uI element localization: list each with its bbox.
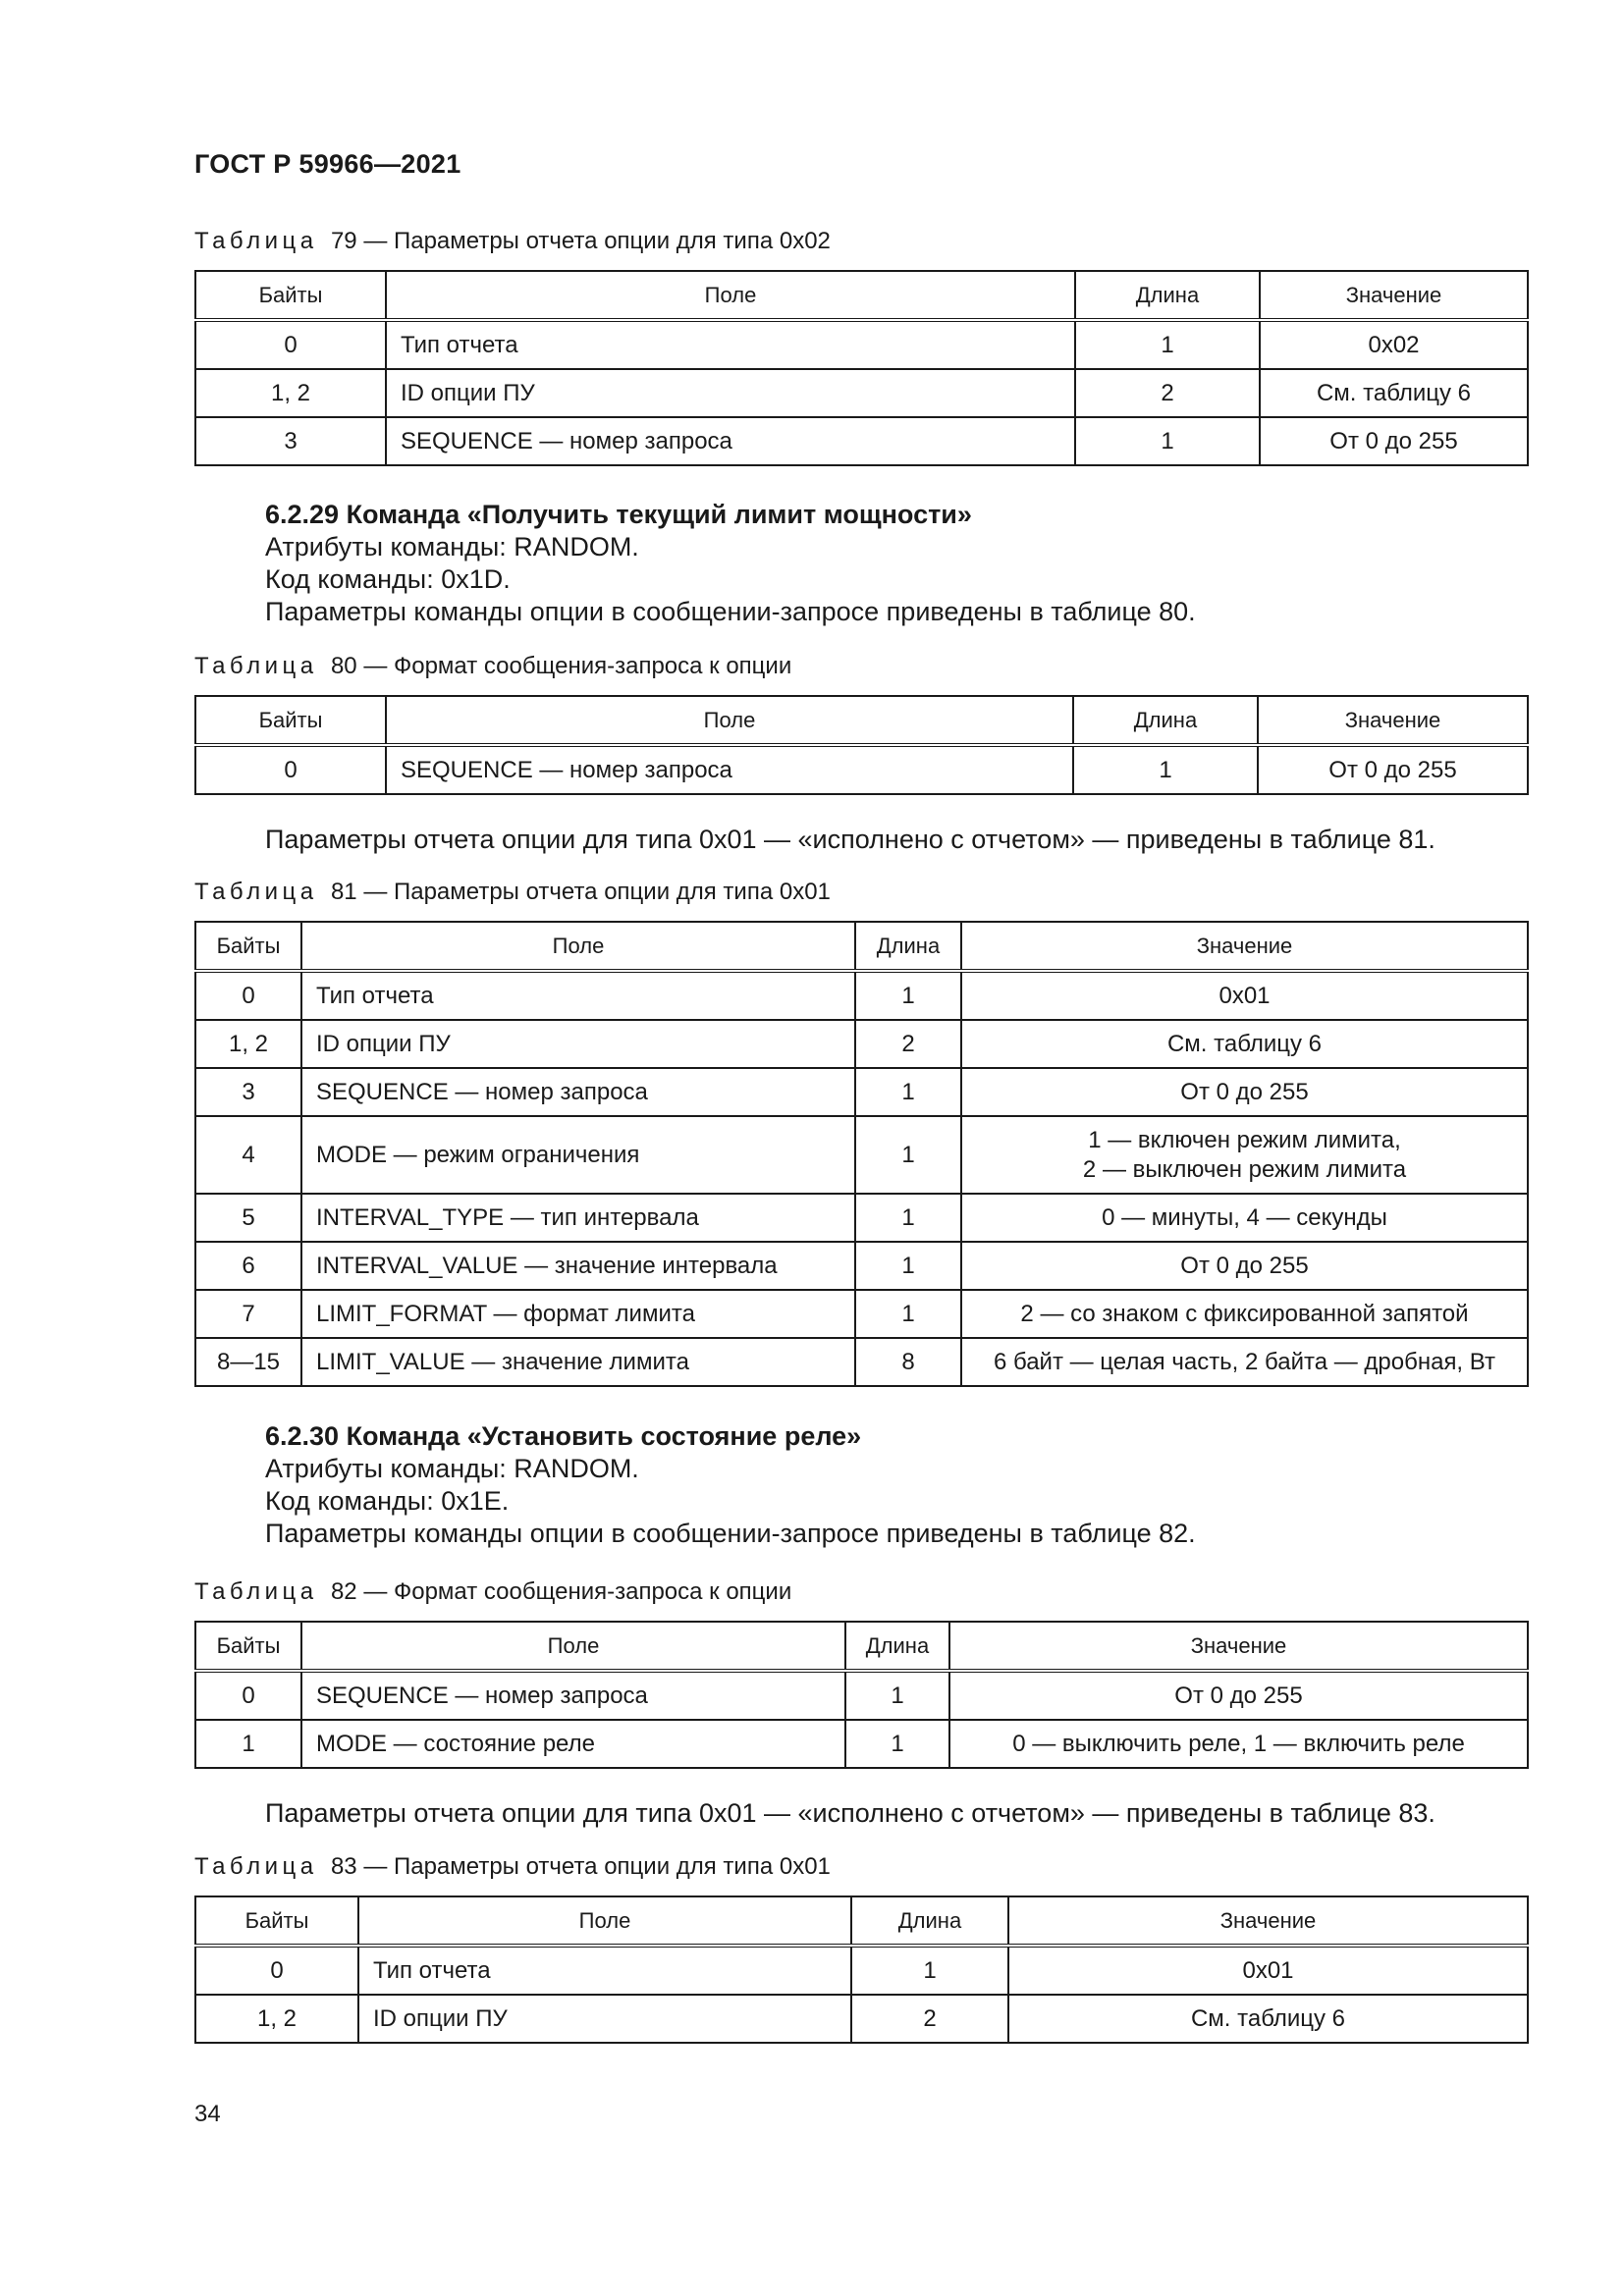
col-header-length: Длина bbox=[1073, 696, 1258, 745]
cell-bytes: 1 bbox=[195, 1720, 301, 1768]
cell-length: 2 bbox=[1075, 369, 1260, 417]
cell-field: Тип отчета bbox=[386, 320, 1075, 369]
table-row bbox=[195, 1290, 1528, 1338]
command-attributes: Атрибуты команды: RANDOM. bbox=[265, 1454, 639, 1483]
section-6-2-30 bbox=[265, 1420, 1196, 1550]
cell-length: 1 bbox=[845, 1720, 949, 1768]
table-row bbox=[195, 320, 1528, 369]
table-header-row bbox=[195, 1896, 1528, 1946]
cell-length: 1 bbox=[855, 1290, 961, 1338]
cell-value: См. таблицу 6 bbox=[1260, 369, 1528, 417]
table-80-caption-text: 80 — Формат сообщения-запроса к опции bbox=[330, 653, 792, 679]
section-heading: 6.2.29 Команда «Получить текущий лимит мощности» bbox=[265, 500, 972, 529]
col-header-value: Значение bbox=[1258, 696, 1528, 745]
table-80-caption bbox=[194, 653, 791, 680]
cell-field: LIMIT_FORMAT — формат лимита bbox=[301, 1290, 855, 1338]
cell-value: См. таблицу 6 bbox=[961, 1020, 1528, 1068]
cell-value: 6 байт — целая часть, 2 байта — дробная, Вт bbox=[961, 1338, 1528, 1386]
table-83-caption-text: 83 — Параметры отчета опции для типа 0x01 bbox=[330, 1853, 831, 1880]
cell-length: 1 bbox=[1075, 320, 1260, 369]
cell-field: INTERVAL_VALUE — значение интервала bbox=[301, 1242, 855, 1290]
cell-bytes: 1, 2 bbox=[195, 369, 386, 417]
table-row bbox=[195, 417, 1528, 465]
cell-bytes: 8—15 bbox=[195, 1338, 301, 1386]
cell-length: 1 bbox=[845, 1671, 949, 1720]
cell-field: MODE — состояние реле bbox=[301, 1720, 845, 1768]
table-82-caption-label: Таблица bbox=[194, 1578, 318, 1605]
col-header-length: Длина bbox=[1075, 271, 1260, 320]
cell-length: 1 bbox=[855, 1194, 961, 1242]
cell-length: 1 bbox=[851, 1946, 1008, 1995]
col-header-value: Значение bbox=[949, 1622, 1528, 1671]
table-80-caption-label: Таблица bbox=[194, 653, 318, 679]
cell-field: ID опции ПУ bbox=[358, 1995, 851, 2043]
table-row bbox=[195, 1020, 1528, 1068]
params-note: Параметры команды опции в сообщении-запросе приведены в таблице 80. bbox=[265, 597, 1196, 626]
report-note-81: Параметры отчета опции для типа 0x01 — «исполнено с отчетом» — приведены в таблице 81. bbox=[265, 825, 1435, 854]
cell-field: MODE — режим ограничения bbox=[301, 1116, 855, 1194]
col-header-field: Поле bbox=[358, 1896, 851, 1946]
table-79 bbox=[194, 270, 1529, 466]
col-header-value: Значение bbox=[1260, 271, 1528, 320]
col-header-bytes: Байты bbox=[195, 696, 386, 745]
params-note: Параметры команды опции в сообщении-запросе приведены в таблице 82. bbox=[265, 1519, 1196, 1548]
table-header-row bbox=[195, 922, 1528, 971]
cell-field: Тип отчета bbox=[301, 971, 855, 1020]
table-header-row bbox=[195, 1622, 1528, 1671]
table-row bbox=[195, 745, 1528, 794]
table-79-caption-label: Таблица bbox=[194, 228, 318, 254]
cell-bytes: 0 bbox=[195, 745, 386, 794]
table-row bbox=[195, 971, 1528, 1020]
cell-bytes: 0 bbox=[195, 1671, 301, 1720]
cell-value: От 0 до 255 bbox=[1258, 745, 1528, 794]
cell-value: 2 — со знаком с фиксированной запятой bbox=[961, 1290, 1528, 1338]
table-82 bbox=[194, 1621, 1529, 1769]
cell-length: 8 bbox=[855, 1338, 961, 1386]
cell-bytes: 0 bbox=[195, 320, 386, 369]
cell-bytes: 5 bbox=[195, 1194, 301, 1242]
report-note-83: Параметры отчета опции для типа 0x01 — «исполнено с отчетом» — приведены в таблице 83. bbox=[265, 1798, 1435, 1828]
table-83 bbox=[194, 1896, 1529, 2044]
table-82-caption-text: 82 — Формат сообщения-запроса к опции bbox=[330, 1578, 792, 1605]
cell-value: 0x01 bbox=[1008, 1946, 1528, 1995]
cell-bytes: 7 bbox=[195, 1290, 301, 1338]
table-row bbox=[195, 1671, 1528, 1720]
cell-field: Тип отчета bbox=[358, 1946, 851, 1995]
cell-value: От 0 до 255 bbox=[949, 1671, 1528, 1720]
table-row bbox=[195, 369, 1528, 417]
col-header-field: Поле bbox=[386, 271, 1075, 320]
command-attributes: Атрибуты команды: RANDOM. bbox=[265, 532, 639, 561]
cell-value: 0x01 bbox=[961, 971, 1528, 1020]
cell-value: См. таблицу 6 bbox=[1008, 1995, 1528, 2043]
table-81 bbox=[194, 921, 1529, 1387]
table-row bbox=[195, 1068, 1528, 1116]
cell-value: 1 — включен режим лимита, 2 — выключен режим лимита bbox=[961, 1116, 1528, 1194]
table-83-caption bbox=[194, 1853, 831, 1881]
cell-field: ID опции ПУ bbox=[301, 1020, 855, 1068]
table-header-row bbox=[195, 696, 1528, 745]
cell-value: От 0 до 255 bbox=[1260, 417, 1528, 465]
cell-field: SEQUENCE — номер запроса bbox=[301, 1671, 845, 1720]
cell-length: 1 bbox=[1073, 745, 1258, 794]
table-83-caption-label: Таблица bbox=[194, 1853, 318, 1880]
col-header-field: Поле bbox=[301, 1622, 845, 1671]
cell-bytes: 0 bbox=[195, 971, 301, 1020]
cell-value: 0x02 bbox=[1260, 320, 1528, 369]
table-81-caption-label: Таблица bbox=[194, 879, 318, 905]
table-header-row bbox=[195, 271, 1528, 320]
cell-field: SEQUENCE — номер запроса bbox=[301, 1068, 855, 1116]
page-number: 34 bbox=[194, 2101, 221, 2127]
table-row bbox=[195, 1720, 1528, 1768]
col-header-bytes: Байты bbox=[195, 1622, 301, 1671]
section-6-2-29 bbox=[265, 499, 1196, 628]
table-81-caption-text: 81 — Параметры отчета опции для типа 0x01 bbox=[330, 879, 831, 905]
col-header-length: Длина bbox=[845, 1622, 949, 1671]
cell-field: SEQUENCE — номер запроса bbox=[386, 745, 1073, 794]
table-row bbox=[195, 1194, 1528, 1242]
table-row bbox=[195, 1338, 1528, 1386]
table-82-caption bbox=[194, 1578, 791, 1606]
col-header-value: Значение bbox=[961, 922, 1528, 971]
col-header-length: Длина bbox=[855, 922, 961, 971]
cell-bytes: 1, 2 bbox=[195, 1995, 358, 2043]
cell-value: 0 — минуты, 4 — секунды bbox=[961, 1194, 1528, 1242]
cell-value: 0 — выключить реле, 1 — включить реле bbox=[949, 1720, 1528, 1768]
cell-length: 1 bbox=[1075, 417, 1260, 465]
section-heading: 6.2.30 Команда «Установить состояние реле» bbox=[265, 1421, 862, 1451]
col-header-bytes: Байты bbox=[195, 271, 386, 320]
cell-bytes: 6 bbox=[195, 1242, 301, 1290]
cell-bytes: 4 bbox=[195, 1116, 301, 1194]
cell-length: 2 bbox=[855, 1020, 961, 1068]
table-row bbox=[195, 1946, 1528, 1995]
cell-value: От 0 до 255 bbox=[961, 1242, 1528, 1290]
cell-bytes: 3 bbox=[195, 1068, 301, 1116]
col-header-value: Значение bbox=[1008, 1896, 1528, 1946]
col-header-bytes: Байты bbox=[195, 922, 301, 971]
col-header-field: Поле bbox=[386, 696, 1073, 745]
col-header-bytes: Байты bbox=[195, 1896, 358, 1946]
cell-field: ID опции ПУ bbox=[386, 369, 1075, 417]
command-code: Код команды: 0x1D. bbox=[265, 564, 511, 594]
cell-bytes: 3 bbox=[195, 417, 386, 465]
table-81-caption bbox=[194, 879, 831, 906]
cell-bytes: 1, 2 bbox=[195, 1020, 301, 1068]
cell-bytes: 0 bbox=[195, 1946, 358, 1995]
cell-value: От 0 до 255 bbox=[961, 1068, 1528, 1116]
cell-length: 1 bbox=[855, 1242, 961, 1290]
cell-length: 1 bbox=[855, 1068, 961, 1116]
cell-field: LIMIT_VALUE — значение лимита bbox=[301, 1338, 855, 1386]
table-79-caption-text: 79 — Параметры отчета опции для типа 0x02 bbox=[330, 228, 831, 254]
table-row bbox=[195, 1995, 1528, 2043]
document-header: ГОСТ Р 59966—2021 bbox=[194, 149, 461, 179]
cell-length: 1 bbox=[855, 1116, 961, 1194]
table-79-caption bbox=[194, 228, 831, 255]
table-80 bbox=[194, 695, 1529, 795]
cell-length: 1 bbox=[855, 971, 961, 1020]
cell-field: SEQUENCE — номер запроса bbox=[386, 417, 1075, 465]
table-row bbox=[195, 1242, 1528, 1290]
table-row bbox=[195, 1116, 1528, 1194]
command-code: Код команды: 0x1E. bbox=[265, 1486, 510, 1516]
cell-length: 2 bbox=[851, 1995, 1008, 2043]
col-header-length: Длина bbox=[851, 1896, 1008, 1946]
cell-field: INTERVAL_TYPE — тип интервала bbox=[301, 1194, 855, 1242]
col-header-field: Поле bbox=[301, 922, 855, 971]
